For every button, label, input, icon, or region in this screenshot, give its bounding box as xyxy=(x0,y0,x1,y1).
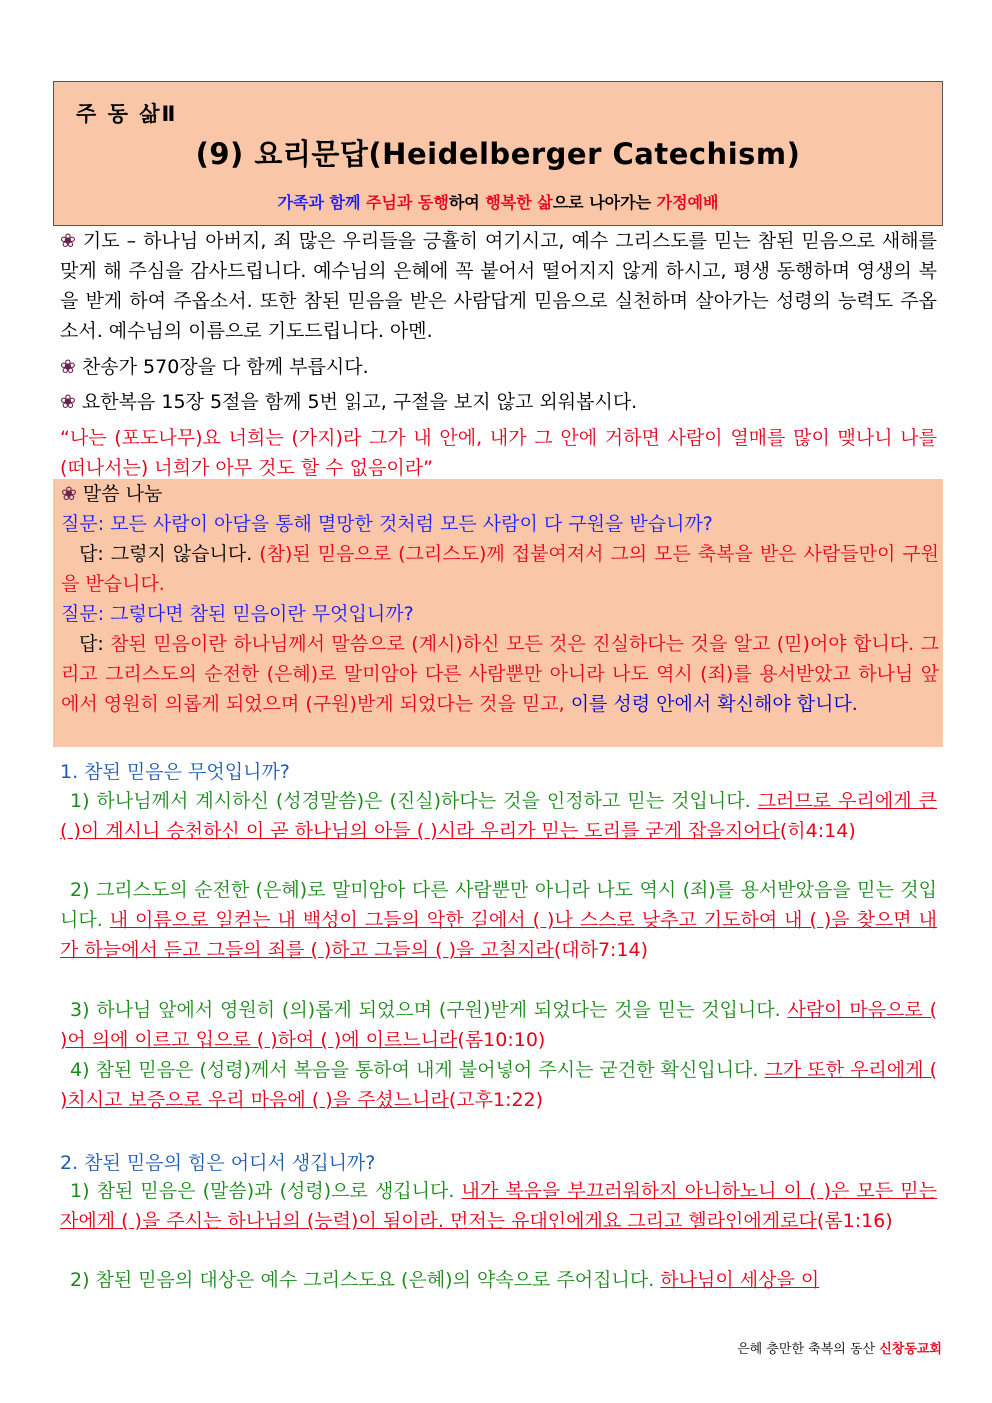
prayer-text: 기도 – 하나님 아버지, 죄 많은 우리들을 긍휼히 여기시고, 예수 그리스도를 믿는 참된 믿음으로 새해를 맞게 해 주심을 감사드립니다. 예수님의 은혜에 꼭 붙어서 떨어지지 않게 하시고, 평생 동행하며 영생의 복을 받게 하여 주옵소서. 또한 참된 믿음을 받은 사람답게 믿음으로 실천하며 살아가는 성령의 능력도 주옵소서. 예수님의 이름으로 기도드립니다. 아멘. xyxy=(60,230,937,342)
section-1-item xyxy=(60,875,937,965)
section-1-heading: 1. 참된 믿음은 무엇입니까? xyxy=(60,761,290,783)
flower-icon: ❀ xyxy=(60,391,76,413)
footer-text: 은혜 충만한 축복의 동산 xyxy=(737,1342,880,1357)
item-ref: (고후1:22) xyxy=(448,1089,544,1111)
item-statement: 1) 하나님께서 계시하신 (성경말씀)은 (진실)하다는 것을 인정하고 믿는 것입니다. xyxy=(70,790,758,812)
question-1: 질문: 모든 사람이 아담을 통해 멸망한 것처럼 모든 사람이 다 구원을 받습니까? xyxy=(61,513,713,535)
subtitle-part: 하여 xyxy=(448,193,486,212)
subtitle-part: 으로 나아가는 xyxy=(552,193,657,212)
item-ref: (롬10:10) xyxy=(457,1029,546,1051)
item-verse: 그가 또한 우리에게 ( )치시고 보증으로 우리 마음에 ( )을 주셨느니라 xyxy=(60,1059,937,1111)
answer-1-prefix: 답: 그렇지 않습니다. xyxy=(79,543,260,565)
flower-icon: ❀ xyxy=(60,230,77,252)
section-2-heading: 2. 참된 믿음의 힘은 어디서 생깁니까? xyxy=(60,1152,376,1174)
hymn-text: 찬송가 570장을 다 함께 부릅시다. xyxy=(81,356,369,378)
item-statement: 3) 하나님 앞에서 영원히 (의)롭게 되었으며 (구원)받게 되었다는 것을 믿는 것입니다. xyxy=(70,999,788,1021)
item-ref: (대하7:14) xyxy=(553,939,649,961)
section-2-item xyxy=(60,1176,937,1236)
share-heading xyxy=(61,479,939,509)
flower-icon: ❀ xyxy=(60,356,76,378)
section-1-item xyxy=(60,995,937,1055)
page-title: (9) 요리문답(Heidelberger Catechism) xyxy=(195,137,801,171)
subtitle-part: 행복한 삶 xyxy=(485,193,553,212)
item-verse: 그러므로 우리에게 큰 ( )이 계시니 승천하신 이 곧 하나님의 아들 ( )시라 우리가 믿는 도리를 굳게 잡을지어다 xyxy=(60,790,938,842)
subtitle xyxy=(54,190,942,213)
item-ref: (롬1:16) xyxy=(816,1210,893,1232)
item-verse: 사람이 마음으로 ( )어 의에 이르고 입으로 ( )하여 ( )에 이르느니라 xyxy=(60,999,937,1051)
item-verse: 하나님이 세상을 이 xyxy=(660,1269,820,1291)
item-statement: 1) 참된 믿음은 (말씀)과 (성령)으로 생깁니다. xyxy=(70,1180,462,1202)
item-statement: 2) 참된 믿음의 대상은 예수 그리스도요 (은혜)의 약속으로 주어집니다. xyxy=(70,1269,661,1291)
item-verse: 내가 복음을 부끄러워하지 아니하노니 이 ( )은 모든 믿는 자에게 ( )을 주시는 하나님의 (능력)이 됨이라. 먼저는 유대인에게요 그리고 헬라인에게로다 xyxy=(60,1180,937,1232)
prayer-paragraph xyxy=(60,226,937,346)
item-verse: 내 이름으로 일컫는 내 백성이 그들의 악한 길에서 ( )나 스스로 낮추고 기도하여 내 ( )을 찾으면 내가 하늘에서 듣고 그들의 죄를 ( )하고 그들의 ( )을 고칠지라 xyxy=(60,909,937,961)
subtitle-part: 가정예배 xyxy=(656,193,719,212)
answer-2-conclusion: 이를 성령 안에서 확신해야 합니다. xyxy=(570,693,858,715)
item-statement: 4) 참된 믿음은 (성령)께서 복음을 통하여 내게 불어넣어 주시는 굳건한 확신입니다. xyxy=(70,1059,765,1081)
subtitle-part: 주님과 동행 xyxy=(365,193,449,212)
header-box xyxy=(53,81,943,226)
section-1-item xyxy=(60,1055,937,1115)
question-2: 질문: 그렇다면 참된 믿음이란 무엇입니까? xyxy=(61,603,414,625)
share-heading-text: 말씀 나눔 xyxy=(82,483,163,505)
item-statement: 2) 그리스도의 순전한 (은혜)로 말미암아 다른 사람뿐만 아니라 나도 역시 (죄)를 용서받았음을 믿는 것입니다. xyxy=(60,879,937,931)
reading-text: 요한복음 15장 5절을 함께 5번 읽고, 구절을 보지 않고 외워봅시다. xyxy=(81,391,638,413)
item-ref: (히4:14) xyxy=(779,820,856,842)
footer xyxy=(737,1338,942,1357)
answer-1-text: (참)된 믿음으로 (그리스도)께 접붙여져서 그의 모든 축복을 받은 사람들만이 구원을 받습니다. xyxy=(61,543,939,595)
series-label: 주 동 삶Ⅱ xyxy=(76,102,178,126)
answer-1 xyxy=(61,539,939,599)
answer-2 xyxy=(61,629,939,719)
flower-icon: ❀ xyxy=(61,483,77,505)
share-box xyxy=(53,479,943,747)
church-name: 신창동교회 xyxy=(879,1342,942,1357)
reading-line xyxy=(60,387,937,417)
answer-2-prefix: 답: xyxy=(79,633,111,655)
section-1-item xyxy=(60,786,937,846)
answer-2-text: 참된 믿음이란 하나님께서 말씀으로 (계시)하신 모든 것은 진실하다는 것을 알고 (믿)어야 합니다. 그리고 그리스도의 순전한 (은혜)로 말미암아 다른 사람뿐만 아니라 나도 역시 (죄)를 용서받았고 하나님 앞에서 영원히 의롭게 되었으며 (구원)받게 되었다는 것을 믿고, xyxy=(61,633,939,715)
hymn-line xyxy=(60,352,937,382)
subtitle-part: 가족과 함께 xyxy=(277,193,366,212)
section-2-item xyxy=(60,1265,937,1295)
memory-verse: “나는 (포도나무)요 너희는 (가지)라 그가 내 안에, 내가 그 안에 거하면 사람이 열매를 많이 맺나니 나를 (떠나서는) 너희가 아무 것도 할 수 없음이라” xyxy=(60,427,937,479)
